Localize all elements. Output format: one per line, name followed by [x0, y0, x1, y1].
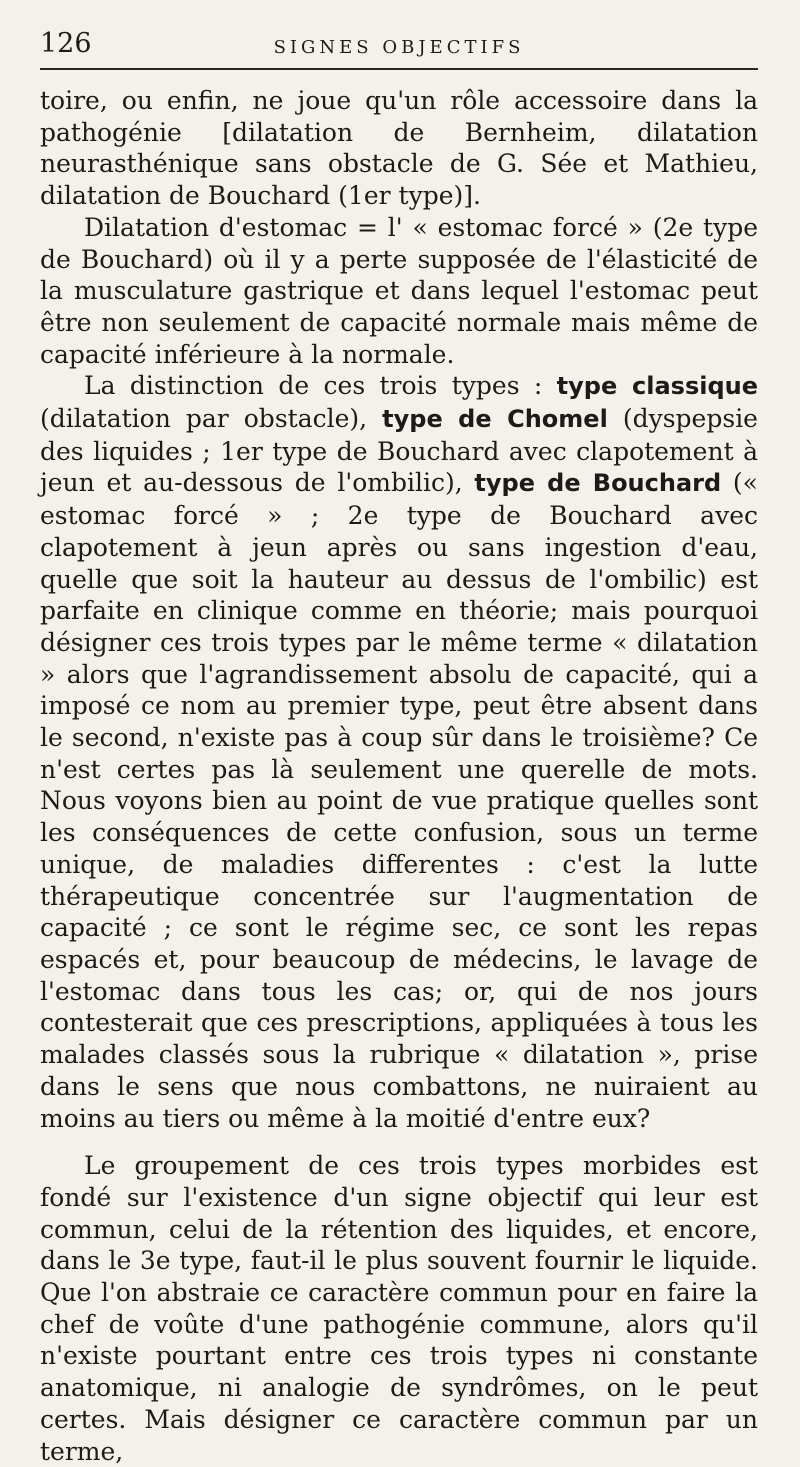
paragraph-3: [40, 370, 758, 1134]
body-text: [40, 85, 758, 1467]
term-type-de-bouchard: type de Bouchard: [474, 469, 722, 498]
term-type-de-chomel: type de Chomel: [382, 405, 608, 434]
paragraph-4: Le groupement de ces trois types morbides est fondé sur l'existence d'un signe objectif qui leur est commun, celui de la rétention des liquides, et encore, dans le 3e type, faut-il le plus souvent fournir le liquide. Que l'on abstraie ce caractère commun pour en faire la chef de voûte d'une pathogénie commune, alors qu'il n'existe pourtant entre ces trois types ni constante anatomique, ni analogie de syndrômes, on le peut certes. Mais désigner ce caractère commun par un terme,: [40, 1151, 758, 1466]
term-type-classique: type classique: [556, 372, 758, 401]
paragraph-3-text-b: (dilatation par obstacle),: [40, 404, 383, 434]
paragraph-1: toire, ou enfin, ne joue qu'un rôle accessoire dans la pathogénie [dilatation de Bernheim, dilatation neurasthénique sans obstacle de G. Sée et Mathieu, dilatation de Bouchard (1er type)].: [40, 86, 758, 211]
header-rule: [40, 68, 758, 70]
page-number: 126: [40, 28, 92, 59]
paragraph-3-text-d: (« estomac forcé » ; 2e type de Bouchard avec clapotement à jeun après ou sans ingestion d'eau, quelle que soit la hauteur au dessus de l'ombilic) est parfaite en clinique comme en théorie; mais pourquoi désigner ces trois types par le même terme « dilatation » alors que l'agrandissement absolu de capacité, qui a imposé ce nom au premier type, peut être absent dans le second, n'existe pas à coup sûr dans le troisième? Ce n'est certes pas là seulement une querelle de mots. Nous voyons bien au point de vue pratique quelles sont les conséquences de cette confusion, sous un terme unique, de maladies differentes : c'est la lutte thérapeutique concentrée sur l'augmentation de capacité ; ce sont le régime sec, ce sont les repas espacés et, pour beaucoup de médecins, le lavage de l'estomac dans tous les cas; or, qui de nos jours contesterait que ces prescriptions, appliquées à tous les malades classés sous la rubrique « dilatation », prise dans le sens que nous combattons, ne nuiraient au moins au tiers ou même à la moitié d'entre eux?: [40, 468, 758, 1133]
page-header: [40, 26, 758, 66]
paragraph-3-text-a: La distinction de ces trois types :: [84, 371, 557, 401]
paragraph-3-text-c: (dyspepsie des liquides ; 1er type de Bouchard avec clapotement à jeun et au-dessous de l'ombilic),: [40, 404, 758, 498]
paragraph-2: Dilatation d'estomac = l' « estomac forcé » (2e type de Bouchard) où il y a perte supposée de l'élasticité de la musculature gastrique et dans lequel l'estomac peut être non seulement de capacité normale mais même de capacité inférieure à la normale.: [40, 212, 758, 369]
running-title: SIGNES OBJECTIFS: [273, 37, 525, 58]
